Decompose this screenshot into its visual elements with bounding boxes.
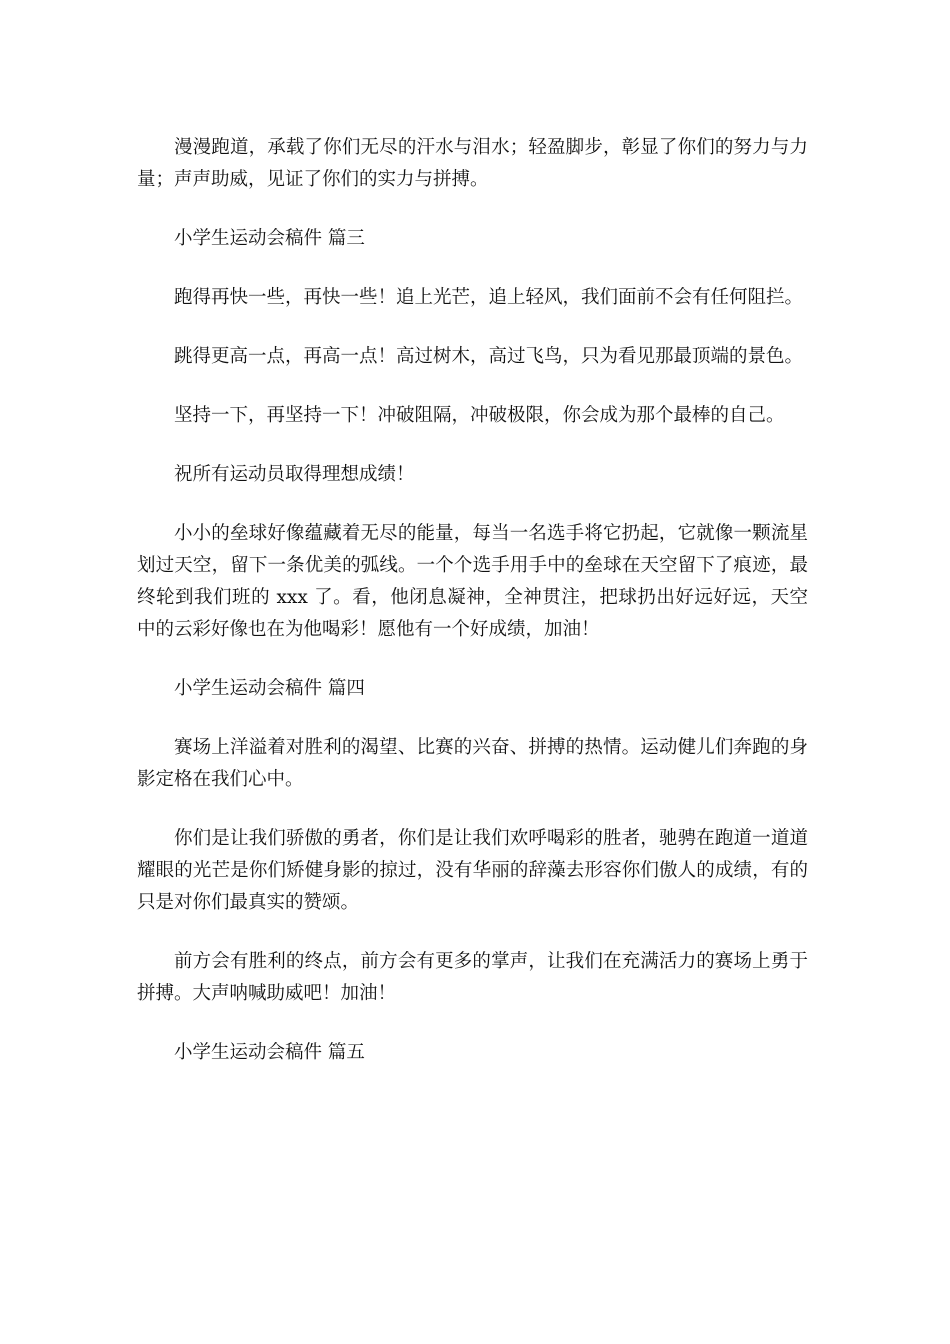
paragraph-1: 漫漫跑道，承载了你们无尽的汗水与泪水；轻盈脚步，彰显了你们的努力与力量；声声助威，见证了你们的实力与拼搏。 — [137, 137, 808, 190]
paragraph-7: 赛场上洋溢着对胜利的渴望、比赛的兴奋、拼搏的热情。运动健儿们奔跑的身影定格在我们心中。 — [137, 737, 808, 790]
paragraph-6: 小小的垒球好像蕴藏着无尽的能量，每当一名选手将它扔起，它就像一颗流星划过天空，留下一条优美的弧线。一个个选手用手中的垒球在天空留下了痕迹，最终轮到我们班的 xxx 了。看，他闭息凝神，全神贯注，把球扔出好远好远，天空中的云彩好像也在为他喝彩！愿他有一个好成绩，加油！ — [137, 523, 808, 640]
section-heading-4: 小学生运动会稿件 篇四 — [174, 678, 365, 699]
paragraph-4: 坚持一下，再坚持一下！冲破阻隔，冲破极限，你会成为那个最棒的自己。 — [174, 405, 785, 426]
document-body — [137, 132, 808, 1069]
paragraph-8: 你们是让我们骄傲的勇者，你们是让我们欢呼喝彩的胜者，驰骋在跑道一道道耀眼的光芒是你们矫健身影的掠过，没有华丽的辞藻去形容你们傲人的成绩，有的只是对你们最真实的赞颂。 — [137, 828, 808, 913]
paragraph-5: 祝所有运动员取得理想成绩！ — [174, 464, 415, 485]
paragraph-2: 跑得再快一些，再快一些！追上光芒，追上轻风，我们面前不会有任何阻拦。 — [174, 287, 804, 308]
paragraph-3: 跳得更高一点，再高一点！高过树木，高过飞鸟，只为看见那最顶端的景色。 — [174, 346, 804, 367]
section-heading-5: 小学生运动会稿件 篇五 — [174, 1042, 365, 1063]
paragraph-9: 前方会有胜利的终点，前方会有更多的掌声，让我们在充满活力的赛场上勇于拼搏。大声呐喊助威吧！加油！ — [137, 951, 808, 1004]
section-heading-3: 小学生运动会稿件 篇三 — [174, 228, 365, 249]
